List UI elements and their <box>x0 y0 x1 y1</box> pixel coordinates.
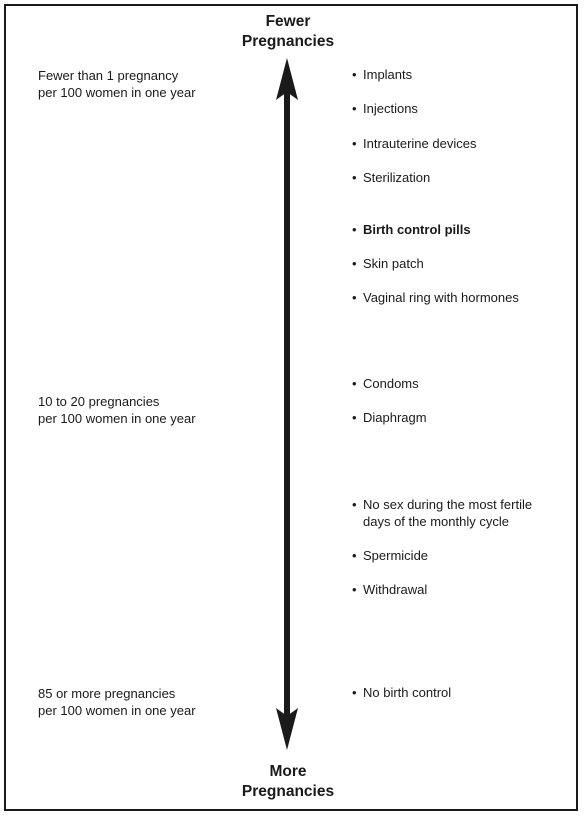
method-label: Injections <box>363 101 418 116</box>
method-label: Sterilization <box>363 170 431 185</box>
bullet-icon: • <box>352 582 357 597</box>
method-label: Withdrawal <box>363 582 428 597</box>
method-item-condoms <box>352 375 567 392</box>
bullet-icon: • <box>352 222 357 237</box>
method-label: Birth control pills <box>363 222 471 237</box>
method-item-skin-patch <box>352 255 567 272</box>
method-item-no-birth-control <box>352 684 567 701</box>
arrow-shaft <box>284 88 290 720</box>
rate-line: per 100 women in one year <box>38 85 196 100</box>
bottom-heading-line-1: More <box>269 763 307 780</box>
bottom-heading-line-2: Pregnancies <box>241 783 335 800</box>
method-label: No sex during the most fertile days of the monthly cycle <box>363 497 533 529</box>
bullet-icon: • <box>352 290 357 305</box>
method-label: Implants <box>363 67 413 82</box>
method-item-fertility-awareness <box>352 496 567 530</box>
method-item-withdrawal <box>352 581 567 598</box>
rate-label-low <box>38 67 196 101</box>
bullet-icon: • <box>352 170 357 185</box>
top-heading <box>188 12 388 52</box>
bullet-icon: • <box>352 101 357 116</box>
method-item-injections <box>352 100 567 117</box>
method-item-iud <box>352 135 567 152</box>
method-item-birth-control-pills <box>352 221 567 238</box>
double-arrow <box>270 58 304 750</box>
method-item-spermicide <box>352 547 567 564</box>
top-heading-line-1: Fewer <box>265 13 311 30</box>
method-label: Intrauterine devices <box>363 136 477 151</box>
bullet-icon: • <box>352 67 357 82</box>
method-label: No birth control <box>363 685 452 700</box>
bullet-icon: • <box>352 685 357 700</box>
method-label: Diaphragm <box>363 410 427 425</box>
rate-line: per 100 women in one year <box>38 411 196 426</box>
method-item-diaphragm <box>352 409 567 426</box>
method-label: Skin patch <box>363 256 424 271</box>
top-heading-line-2: Pregnancies <box>241 33 335 50</box>
rate-line: Fewer than 1 pregnancy <box>38 68 179 83</box>
method-item-implants <box>352 66 567 83</box>
method-item-vaginal-ring <box>352 289 567 306</box>
bullet-icon: • <box>352 497 357 512</box>
bullet-icon: • <box>352 136 357 151</box>
bullet-icon: • <box>352 410 357 425</box>
rate-line: 85 or more pregnancies <box>38 686 176 701</box>
bottom-heading <box>188 762 388 802</box>
bullet-icon: • <box>352 548 357 563</box>
method-label: Vaginal ring with hormones <box>363 290 519 305</box>
bullet-icon: • <box>352 256 357 271</box>
method-label: Condoms <box>363 376 419 391</box>
rate-line: 10 to 20 pregnancies <box>38 394 160 409</box>
method-item-sterilization <box>352 169 567 186</box>
rate-label-mid <box>38 393 196 427</box>
bullet-icon: • <box>352 376 357 391</box>
method-label: Spermicide <box>363 548 429 563</box>
rate-line: per 100 women in one year <box>38 703 196 718</box>
rate-label-high <box>38 685 196 719</box>
